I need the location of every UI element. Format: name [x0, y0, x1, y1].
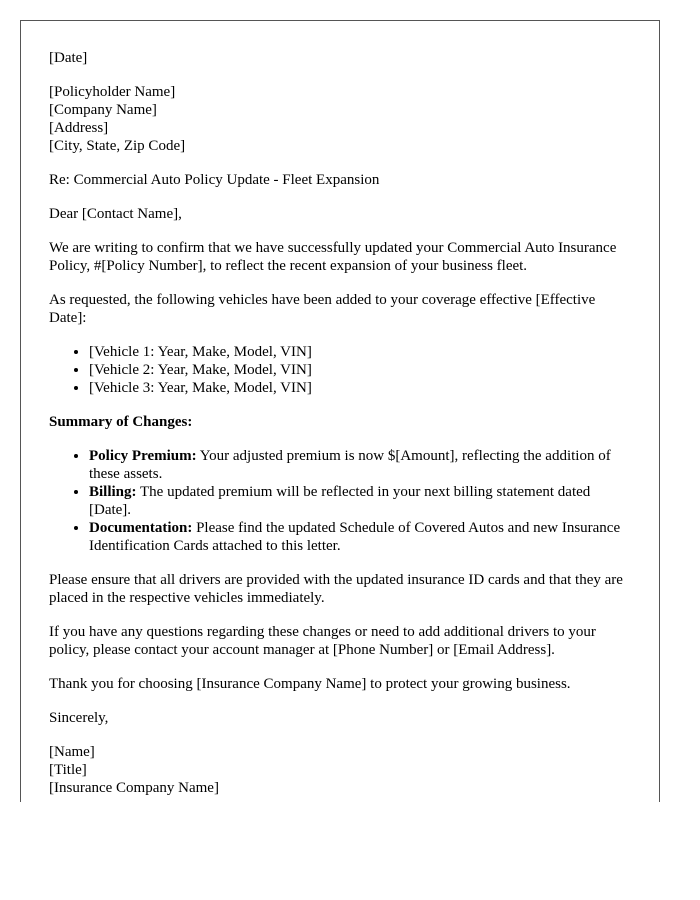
vehicle-list — [49, 343, 635, 397]
vehicle-list-item: • [Vehicle 2: Year, Make, Model, VIN] — [89, 361, 635, 379]
signature-name: [Name] — [49, 744, 95, 760]
recipient-city-state-zip: [City, State, Zip Code] — [49, 138, 186, 154]
change-text: Your adjusted premium is now $[Amount], reflecting the addition of these assets. — [89, 448, 611, 482]
thanks-paragraph: Thank you for choosing [Insurance Company Name] to protect your growing business. — [49, 676, 571, 692]
letter-page — [20, 20, 660, 802]
intro-paragraph: We are writing to confirm that we have successfully updated your Commercial Auto Insurance Policy, #[Policy Number], to reflect the recent expansion of your business fleet. — [49, 240, 617, 274]
vehicle-list-item: • [Vehicle 1: Year, Make, Model, VIN] — [89, 343, 635, 361]
change-item-billing — [89, 483, 635, 519]
vehicle-list-item: • [Vehicle 3: Year, Make, Model, VIN] — [89, 379, 635, 397]
salutation: Dear [Contact Name], — [49, 206, 182, 222]
change-label: Policy Premium: — [89, 448, 197, 464]
recipient-address: [Address] — [49, 120, 109, 136]
date-text: [Date] — [49, 50, 88, 66]
recipient-company: [Company Name] — [49, 102, 157, 118]
change-label: Documentation: — [89, 520, 193, 536]
questions-paragraph: If you have any questions regarding these changes or need to add additional drivers to your policy, please contact your account manager at [Phone Number] or [Email Address]. — [49, 624, 596, 658]
change-item-documentation — [89, 519, 635, 555]
letter-date — [49, 49, 635, 67]
recipient-name: [Policyholder Name] — [49, 84, 176, 100]
changes-list — [49, 447, 635, 555]
signature-company: [Insurance Company Name] — [49, 780, 219, 796]
subject-line: Re: Commercial Auto Policy Update - Fleet Expansion — [49, 172, 380, 188]
letter-content — [49, 49, 635, 813]
vehicles-intro-paragraph: As requested, the following vehicles have been added to your coverage effective [Effective Date]: — [49, 292, 596, 326]
signature-block — [49, 743, 635, 797]
change-label: Billing: — [89, 484, 137, 500]
change-text: Please find the updated Schedule of Covered Autos and new Insurance Identification Cards attached to this letter. — [89, 520, 621, 554]
recipient-address-block — [49, 83, 635, 155]
change-text: The updated premium will be reflected in your next billing statement dated [Date]. — [89, 484, 591, 518]
closing: Sincerely, — [49, 710, 109, 726]
signature-title: [Title] — [49, 762, 87, 778]
change-item-policy-premium — [89, 447, 635, 483]
drivers-note-paragraph: Please ensure that all drivers are provided with the updated insurance ID cards and that they are placed in the respective vehicles immediately. — [49, 572, 623, 606]
summary-heading: Summary of Changes: — [49, 414, 193, 430]
